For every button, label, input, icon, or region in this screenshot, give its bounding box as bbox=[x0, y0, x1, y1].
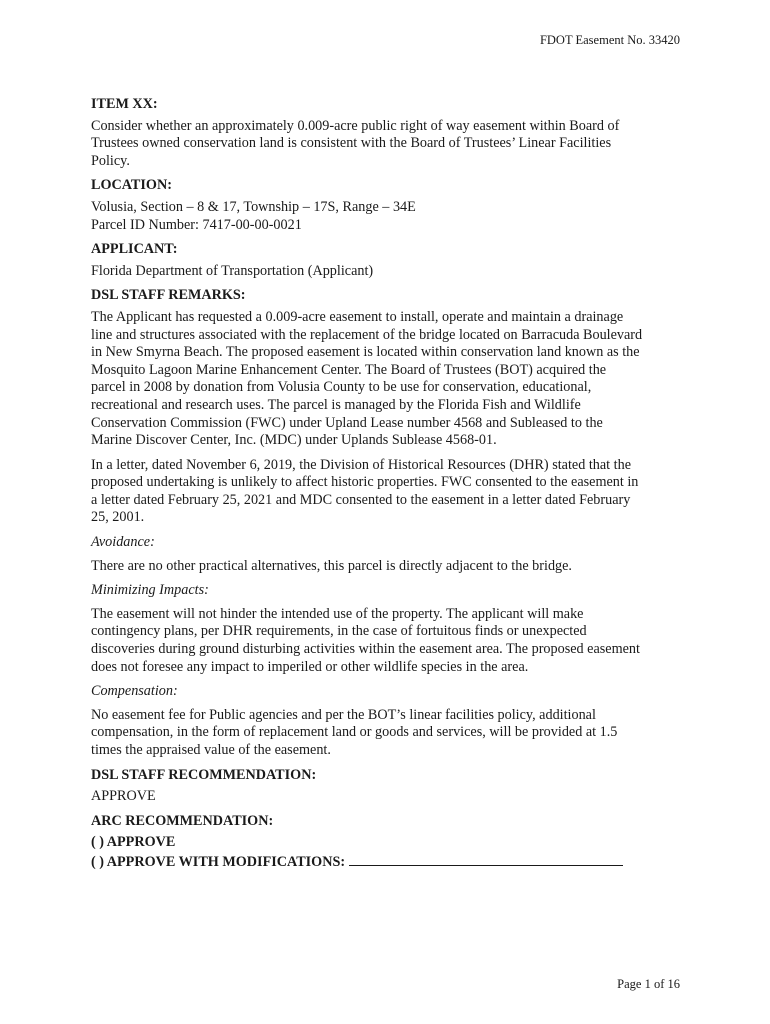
text-line: 25, 2001. bbox=[91, 509, 145, 526]
minimizing-impacts-label: Minimizing Impacts: bbox=[91, 582, 209, 599]
text-line: No easement fee for Public agencies and per the BOT’s linear facilities policy, additional bbox=[91, 706, 596, 723]
text-line: Consider whether an approximately 0.009-acre public right of way easement within Board of bbox=[91, 117, 620, 134]
text-line: Parcel ID Number: 7417-00-00-0021 bbox=[91, 216, 302, 233]
applicant-details bbox=[91, 263, 683, 281]
applicant-heading: APPLICANT: bbox=[91, 241, 178, 258]
text-line: contingency plans, per DHR requirements, in the case of fortuitous finds or unexpected bbox=[91, 623, 587, 640]
compensation-text bbox=[91, 707, 683, 760]
approve-with-modifications-option bbox=[91, 852, 683, 872]
remarks-paragraph-2 bbox=[91, 457, 683, 527]
text-line: Mosquito Lagoon Marine Enhancement Center. The Board of Trustees (BOT) acquired the bbox=[91, 361, 607, 378]
location-heading: LOCATION: bbox=[91, 177, 172, 194]
easement-number-header: FDOT Easement No. 33420 bbox=[539, 33, 680, 47]
text-line: proposed undertaking is unlikely to affect historic properties. FWC consented to the easement in bbox=[91, 474, 639, 491]
modifications-blank-line bbox=[349, 852, 623, 866]
text-line: parcel in 2008 by donation from Volusia County to be use for conservation, educational, bbox=[91, 379, 592, 396]
avoidance-text bbox=[91, 558, 683, 576]
text-line: does not foresee any impact to imperiled or other wildlife species in the area. bbox=[91, 658, 529, 675]
page-number: Page 1 of 16 bbox=[617, 977, 680, 991]
avoidance-label: Avoidance: bbox=[91, 534, 155, 551]
text-line: a letter dated February 25, 2021 and MDC consented to the easement in a letter dated February bbox=[91, 491, 631, 508]
document-body bbox=[91, 96, 683, 872]
arc-recommendation-heading: ARC RECOMMENDATION: bbox=[91, 812, 274, 829]
text-line: Policy. bbox=[91, 152, 130, 169]
item-description bbox=[91, 118, 683, 171]
location-details bbox=[91, 199, 683, 234]
text-line: The easement will not hinder the intended use of the property. The applicant will make bbox=[91, 605, 584, 622]
text-line: Trustees owned conservation land is consistent with the Board of Trustees’ Linear Facilities bbox=[91, 135, 612, 152]
staff-recommendation-value: APPROVE bbox=[91, 788, 156, 805]
item-heading: ITEM XX: bbox=[91, 96, 158, 112]
text-line: In a letter, dated November 6, 2019, the Division of Historical Resources (DHR) stated that the bbox=[91, 456, 631, 473]
arc-recommendation-options bbox=[91, 834, 683, 871]
text-line: times the appraised value of the easement. bbox=[91, 742, 331, 758]
text-line: Marine Discover Center, Inc. (MDC) under Uplands Sublease 4568-01. bbox=[91, 432, 497, 449]
approve-option: ( ) APPROVE bbox=[91, 834, 176, 851]
approve-with-modifications-label: ( ) APPROVE WITH MODIFICATIONS: bbox=[91, 853, 349, 870]
minimizing-impacts-text bbox=[91, 606, 683, 676]
staff-recommendation-heading: DSL STAFF RECOMMENDATION: bbox=[91, 766, 317, 783]
text-line: in New Smyrna Beach. The proposed easement is located within conservation land known as the bbox=[91, 344, 640, 361]
remarks-paragraph-1 bbox=[91, 309, 683, 450]
text-line: compensation, in the form of replacement land or goods and services, will be provided at 1.5 bbox=[91, 724, 618, 741]
text-line: discoveries during ground disturbing activities within the easement area. The proposed easement bbox=[91, 641, 640, 658]
text-line: Volusia, Section – 8 & 17, Township – 17S, Range – 34E bbox=[91, 198, 416, 215]
text-line: Conservation Commission (FWC) under Upland Lease number 4568 and Subleased to the bbox=[91, 414, 603, 431]
text-line: recreational and research uses. The parcel is managed by the Florida Fish and Wildlife bbox=[91, 396, 581, 413]
text-line: The Applicant has requested a 0.009-acre easement to install, operate and maintain a drainage bbox=[91, 308, 624, 325]
text-line: Florida Department of Transportation (Applicant) bbox=[91, 262, 374, 279]
text-line: There are no other practical alternatives, this parcel is directly adjacent to the bridge. bbox=[91, 557, 572, 574]
compensation-label: Compensation: bbox=[91, 683, 178, 700]
text-line: line and structures associated with the replacement of the bridge located on Barracuda Boulevard bbox=[91, 326, 643, 343]
staff-remarks-heading: DSL STAFF REMARKS: bbox=[91, 287, 246, 304]
